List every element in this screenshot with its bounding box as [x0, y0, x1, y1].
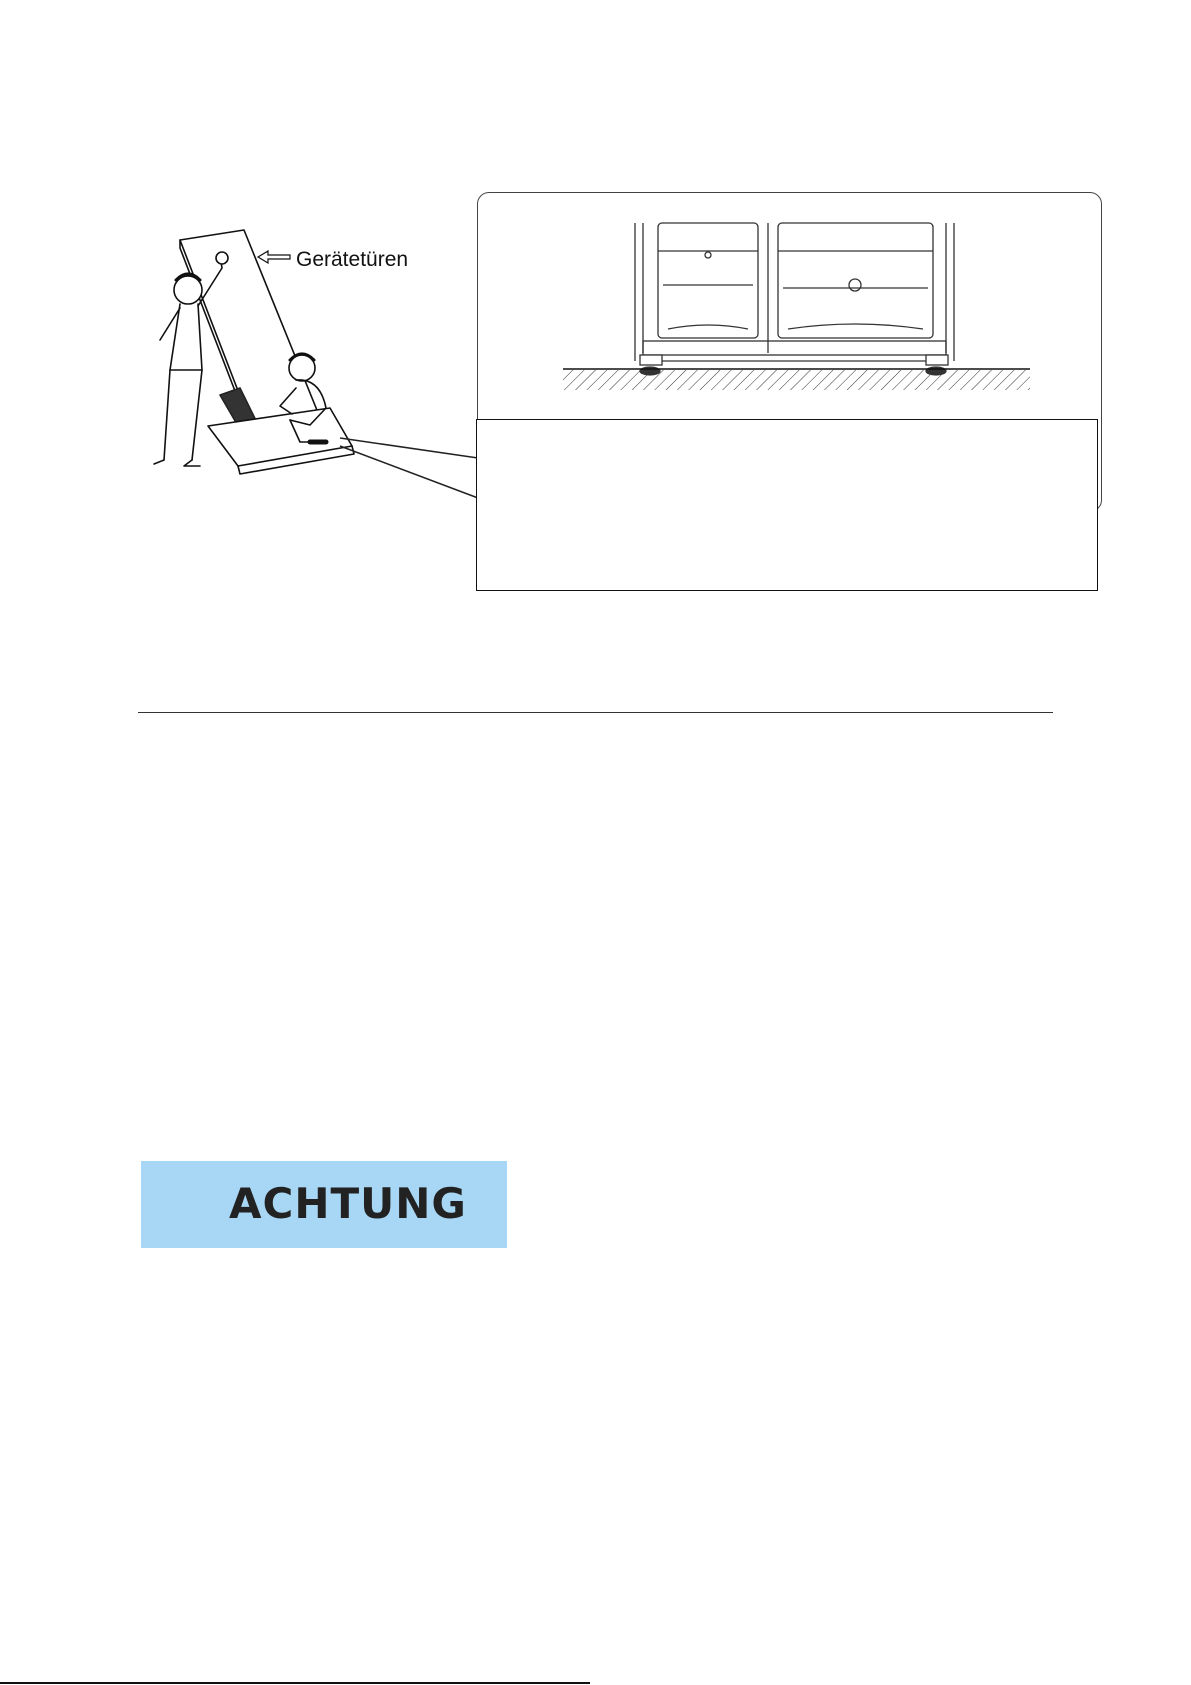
- footer-rule: [0, 1681, 1191, 1685]
- appliance-feet-detail-illustration: [478, 193, 1103, 423]
- section-divider: [138, 712, 1053, 713]
- arrow-left-icon: [256, 250, 292, 264]
- door-label: Gerätetüren: [296, 248, 409, 271]
- warning-banner: [141, 1161, 507, 1248]
- warning-title: ACHTUNG: [229, 1179, 467, 1228]
- detail-caption-box: [476, 419, 1098, 591]
